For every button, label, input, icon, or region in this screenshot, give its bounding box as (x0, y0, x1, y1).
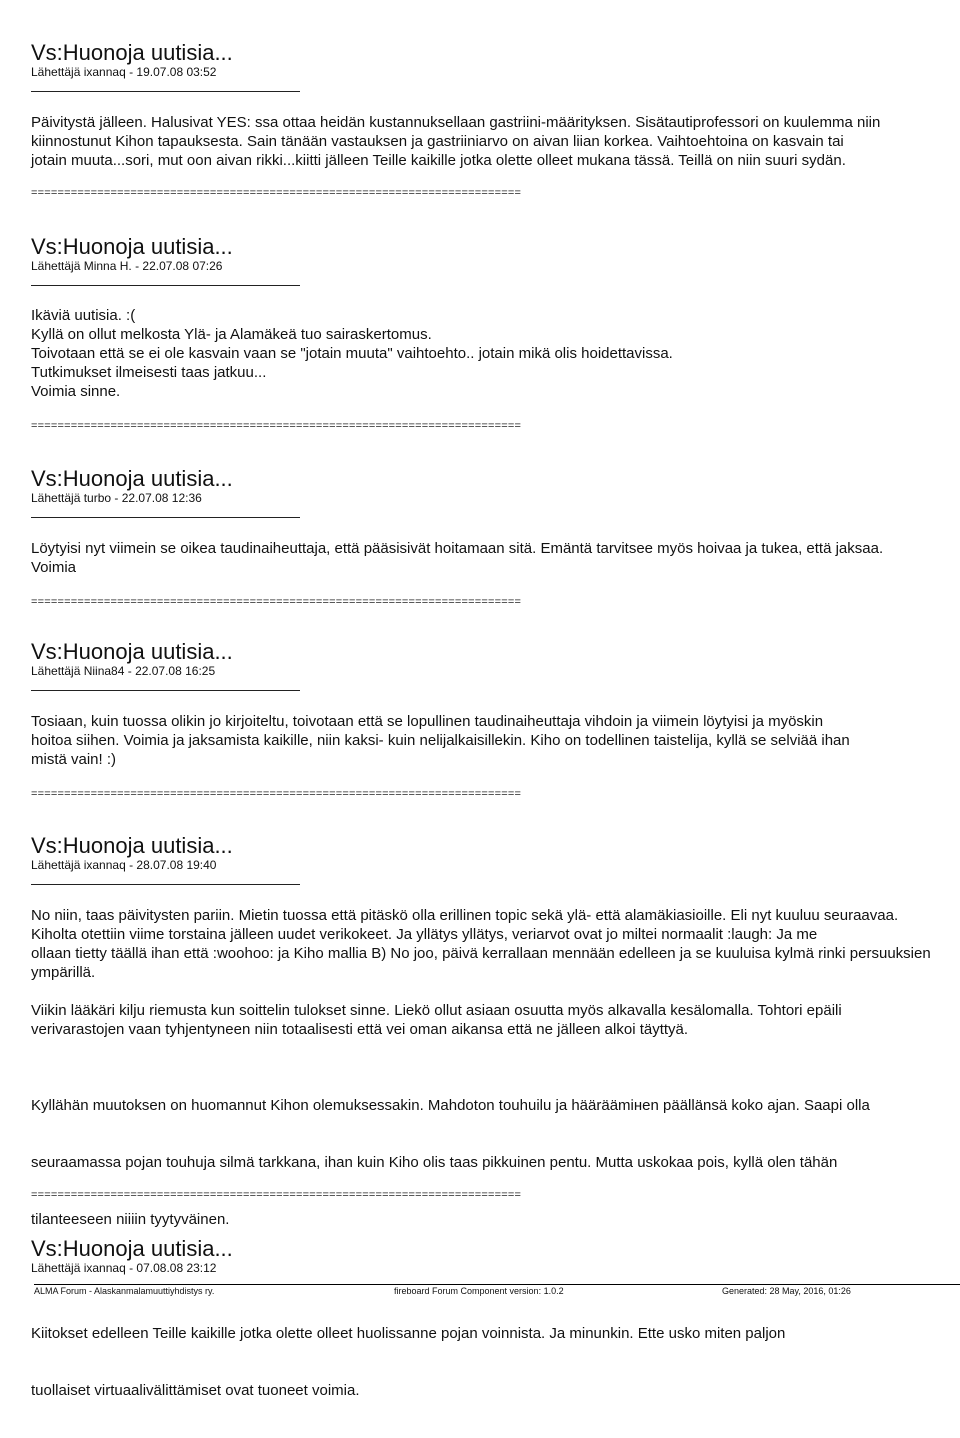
post-author-date: Lähettäjä ixannaq - 19.07.08 03:52 (31, 65, 217, 79)
post-body-line: kiinnostunut Kihon tapauksesta. Sain tänään vastauksen ja gastriiniarvo on aivan liian korkea. Vaihtoehtoina on kasvain tai (31, 133, 844, 150)
post-body-line: Ikäviä uutisia. :( (31, 307, 136, 324)
post-body-line: tilanteeseen niiiin tyytyväinen. (31, 1211, 230, 1228)
post-body (31, 113, 880, 170)
post-body (31, 712, 850, 769)
post-body-line: Kiitokset edelleen Teille kaikille jotka olette olleet huolissanne pojan voinnista. Ja minunkin. Ette usko miten paljon (31, 1325, 786, 1342)
post-separator: ========================================================================== (31, 187, 522, 199)
post-body-line: Tosiaan, kuin tuossa olikin jo kirjoiteltu, toivotaan että se lopullinen taudinaiheuttaja vihdoin ja viimein löytyisi ja myöskin (31, 713, 824, 730)
post-header-rule (31, 690, 300, 691)
post-body-line: Kyllä on ollut melkosta Ylä- ja Alamäkeä tuo sairaskertomus. (31, 326, 432, 343)
post-separator: ========================================================================== (31, 1189, 522, 1201)
post-header-rule (31, 884, 300, 885)
post-body-line: Löytyisi nyt viimein se oikea taudinaiheuttaja, että pääsisivät hoitamaan sitä. Emäntä tarvitsee myös hoivaa ja tukea, että jaksaa. (31, 540, 884, 557)
post-header-rule (31, 91, 300, 92)
post-header-rule (31, 285, 300, 286)
post-body-line: Tutkimukset ilmeisesti taas jatkuu... (31, 364, 267, 381)
post-body-line: Päivitystä jälleen. Halusivat YES: ssa ottaa heidän kustannuksellaan gastriini-määrityksen. Sisätautiprofessori on kuulemma niin (31, 114, 881, 131)
post-paragraph (31, 1001, 931, 1039)
post-author-date: Lähettäjä Minna H. - 22.07.08 07:26 (31, 259, 223, 273)
post-separator: ========================================================================== (31, 788, 522, 800)
post-header-rule (31, 517, 300, 518)
post-author-date: Lähettäjä Niina84 - 22.07.08 16:25 (31, 664, 216, 678)
post-title: Vs:Huonoja uutisia... (31, 833, 233, 858)
post-author-date: Lähettäjä turbo - 22.07.08 12:36 (31, 491, 202, 505)
post-paragraph (31, 1286, 931, 1438)
footer-generated-date: Generated: 28 May, 2016, 01:26 (722, 1286, 851, 1296)
post-body (31, 306, 673, 401)
forum-post (31, 41, 880, 170)
footer-site-name: ALMA Forum - Alaskanmalamuuttiyhdistys ry. (34, 1286, 215, 1296)
post-body-line: No niin, taas päivitysten pariin. Mietin tuossa että pitäskö olla erillinen topic sekä ylä- että alamäkiasioille. Eli nyt kuuluu seuraavaa. (31, 907, 899, 924)
post-body-line: Voimia sinne. (31, 383, 121, 400)
forum-post (31, 834, 931, 1438)
post-title: Vs:Huonoja uutisia... (31, 466, 233, 491)
post-body-line: Viikin lääkäri kilju riemusta kun soittelin tulokset sinne. Liekö ollut asiaan osuutta myös alkavalla kesälomalla. Tohtori epäili (31, 1002, 842, 1019)
post-title: Vs:Huonoja uutisia... (31, 1236, 233, 1261)
post-title: Vs:Huonoja uutisia... (31, 40, 233, 65)
post-body (31, 539, 883, 577)
post-body-line: ollaan tietty täällä ihan että :woohoo: ja Kiho mallia B) No joo, päivä kerrallaan mennään edelleen ja se kuuluisa kylmä rinki persuuksien (31, 945, 931, 962)
forum-post (31, 640, 850, 769)
post-body-line: seuraamassa pojan touhuja silmä tarkkana, ihan kuin Kiho olis taas pikkuinen pentu. Mutta uskokaa pois, kyllä olen tähän (31, 1154, 838, 1171)
post-author-date: Lähettäjä ixannaq - 07.08.08 23:12 (31, 1261, 217, 1275)
post-author-date: Lähettäjä ixannaq - 28.07.08 19:40 (31, 858, 217, 872)
post-body-line: verivarastojen vaan tyhjentyneen niin totaalisesti että vei oman aikansa että ne jälleen alkoi täyttyä. (31, 1021, 689, 1038)
post-title: Vs:Huonoja uutisia... (31, 234, 233, 259)
page-footer (34, 1284, 960, 1298)
post-body-line: Toivotaan että se ei ole kasvain vaan se "jotain muuta" vaihtoehto.. jotain mikä olis hoidettavissa. (31, 345, 673, 362)
post-body-line: tuollaiset virtuaalivälittämiset ovat tuoneet voimia. (31, 1382, 360, 1399)
forum-post (31, 467, 883, 577)
footer-component-version: fireboard Forum Component version: 1.0.2 (394, 1286, 564, 1296)
post-separator: ========================================================================== (31, 596, 522, 608)
post-body-line: Kyllähän muutoksen on huomannut Kihon olemuksessakin. Mahdoton touhuilu ja hääräämінen päällänsä koko ajan. Saapi olla (31, 1097, 870, 1114)
post-body-line: jotain muuta...sori, mut oon aivan rikki...kiitti jälleen Teille kaikille jotka olette olleet mukana tässä. Teillä on niin suuri sydän. (31, 152, 846, 169)
post-body (31, 906, 931, 1438)
forum-post (31, 235, 673, 401)
post-body-line: ympärillä. (31, 964, 96, 981)
post-body-line: Voimia (31, 559, 77, 576)
post-body-line: mistä vain! :) (31, 751, 117, 768)
post-body-line: hoitoa siihen. Voimia ja jaksamista kaikille, niin kaksi- kuin nelijalkaisillekin. Kiho on todellinen taistelija, kyllä se selviää ihan (31, 732, 850, 749)
post-separator: ========================================================================== (31, 420, 522, 432)
forum-post (31, 1237, 233, 1275)
post-title: Vs:Huonoja uutisia... (31, 639, 233, 664)
post-body-line: Kiholta otettiin viime torstaina jälleen uudet verikokeet. Ja yllätys yllätys, veriarvot ovat jo miltei normaalit :laugh: Ja me (31, 926, 818, 943)
post-paragraph (31, 906, 931, 982)
